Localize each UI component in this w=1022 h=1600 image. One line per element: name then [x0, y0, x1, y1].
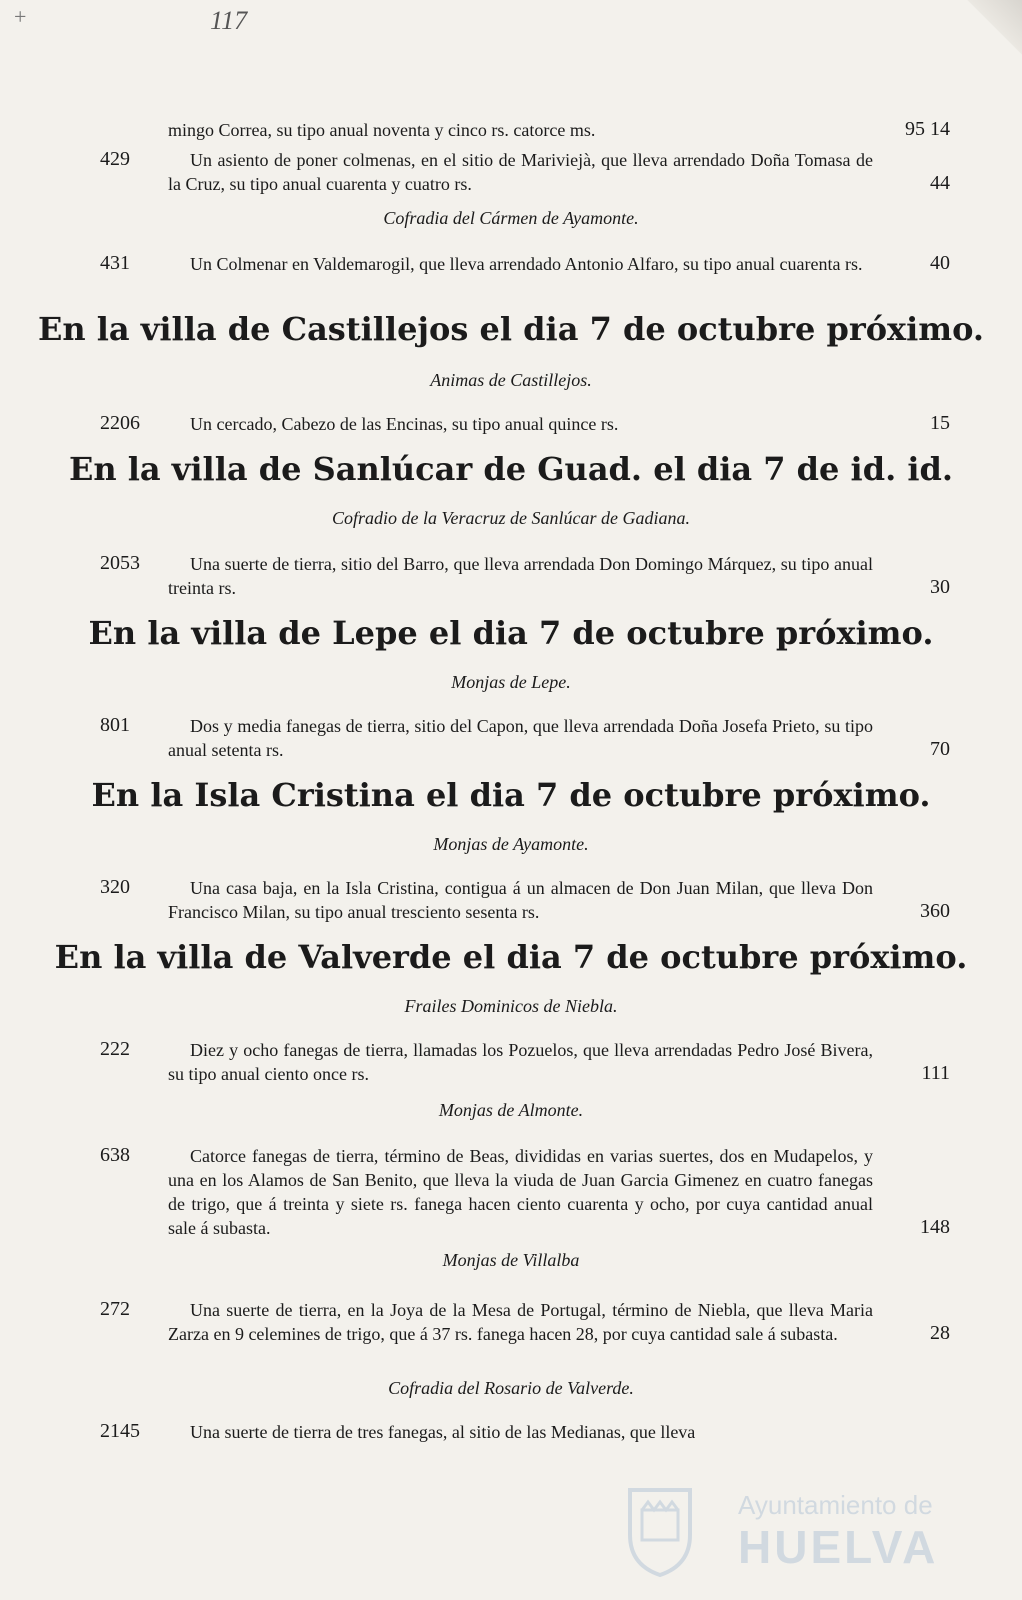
annual-amount: 28: [930, 1322, 950, 1344]
section-heading: En la villa de Valverde el dia 7 de octubre próximo.: [54, 938, 968, 976]
coat-of-arms-icon: [610, 1480, 710, 1580]
institution-subheading: Animas de Castillejos.: [430, 370, 592, 390]
lot-description: Una suerte de tierra, en la Joya de la Mesa de Portugal, término de Niebla, que lleva Maria Zarza en 9 celemines de trigo, que á 37 rs. fanega hacen 28, por cuya cantidad sale á subasta.: [168, 1300, 873, 1344]
watermark-line2: HUELVA: [738, 1521, 939, 1573]
lot-number: 2053: [100, 552, 140, 574]
institution-subheading: Monjas de Ayamonte.: [433, 834, 589, 854]
lot-number: 272: [100, 1298, 130, 1320]
lot-description: Una suerte de tierra, sitio del Barro, que lleva arrendada Don Domingo Márquez, su tipo anual treinta rs.: [168, 554, 873, 598]
annual-amount: 148: [920, 1216, 950, 1238]
institution-subheading: Cofradia del Cármen de Ayamonte.: [383, 208, 639, 228]
annual-amount: 40: [930, 252, 950, 274]
lot-number: 2145: [100, 1420, 140, 1442]
lot-number: 638: [100, 1144, 130, 1166]
institution-subheading: Cofradia del Rosario de Valverde.: [388, 1378, 634, 1398]
lot-number: 320: [100, 876, 130, 898]
section-heading: En la villa de Lepe el dia 7 de octubre próximo.: [88, 614, 934, 652]
annual-amount: 360: [920, 900, 950, 922]
section-heading: En la Isla Cristina el dia 7 de octubre próximo.: [91, 776, 931, 814]
institution-subheading: Monjas de Villalba: [442, 1250, 580, 1270]
lot-number: 801: [100, 714, 130, 736]
archive-watermark: [610, 1480, 950, 1580]
watermark-line1: Ayuntamiento de: [738, 1490, 933, 1520]
lot-number: 431: [100, 252, 130, 274]
annual-amount: 70: [930, 738, 950, 760]
lot-description: Diez y ocho fanegas de tierra, llamadas los Pozuelos, que lleva arrendadas Pedro José Bivera, su tipo anual ciento once rs.: [168, 1040, 873, 1084]
institution-subheading: Monjas de Lepe.: [451, 672, 571, 692]
lot-number: 2206: [100, 412, 140, 434]
margin-mark: +: [14, 4, 27, 29]
lot-description: Catorce fanegas de tierra, término de Beas, divididas en varias suertes, dos en Mudapelos, y una en los Alamos de San Benito, que lleva la viuda de Juan Garcia Gimenez en cuatro fanegas de trigo, que á treinta y siete rs. fanega hacen ciento cuarenta y ocho, por cuya cantidad anual sale á subasta.: [168, 1146, 873, 1238]
annual-amount: 111: [921, 1062, 950, 1084]
lot-number: 222: [100, 1038, 130, 1060]
annual-amount: 30: [930, 576, 950, 598]
lot-description: mingo Correa, su tipo anual noventa y cinco rs. catorce ms.: [168, 120, 596, 140]
lot-description: Un asiento de poner colmenas, en el sitio de Mariviejà, que lleva arrendado Doña Tomasa de la Cruz, su tipo anual cuarenta y cuatro rs.: [168, 150, 873, 194]
lot-number: 429: [100, 148, 130, 170]
lot-description: Un Colmenar en Valdemarogil, que lleva arrendado Antonio Alfaro, su tipo anual cuarenta rs.: [190, 254, 863, 274]
annual-amount: 15: [930, 412, 950, 434]
annual-amount: 44: [930, 172, 950, 194]
institution-subheading: Monjas de Almonte.: [438, 1100, 584, 1120]
annual-amount: 95 14: [905, 118, 950, 140]
section-heading: En la villa de Sanlúcar de Guad. el dia 7 de id. id.: [68, 450, 954, 488]
page-fold: [962, 0, 1022, 60]
section-heading: En la villa de Castillejos el dia 7 de octubre próximo.: [37, 310, 985, 348]
institution-subheading: Frailes Dominicos de Niebla.: [404, 996, 618, 1016]
lot-description: Dos y media fanegas de tierra, sitio del Capon, que lleva arrendada Doña Josefa Prieto, su tipo anual setenta rs.: [168, 716, 873, 760]
page-number: 117: [210, 6, 248, 35]
lot-description: Un cercado, Cabezo de las Encinas, su tipo anual quince rs.: [190, 414, 619, 434]
lot-description: Una casa baja, en la Isla Cristina, contigua á un almacen de Don Juan Milan, que lleva Don Francisco Milan, su tipo anual tresciento sesenta rs.: [168, 878, 873, 922]
institution-subheading: Cofradio de la Veracruz de Sanlúcar de Gadiana.: [332, 508, 690, 528]
lot-description: Una suerte de tierra de tres fanegas, al sitio de las Medianas, que lleva: [190, 1422, 696, 1442]
